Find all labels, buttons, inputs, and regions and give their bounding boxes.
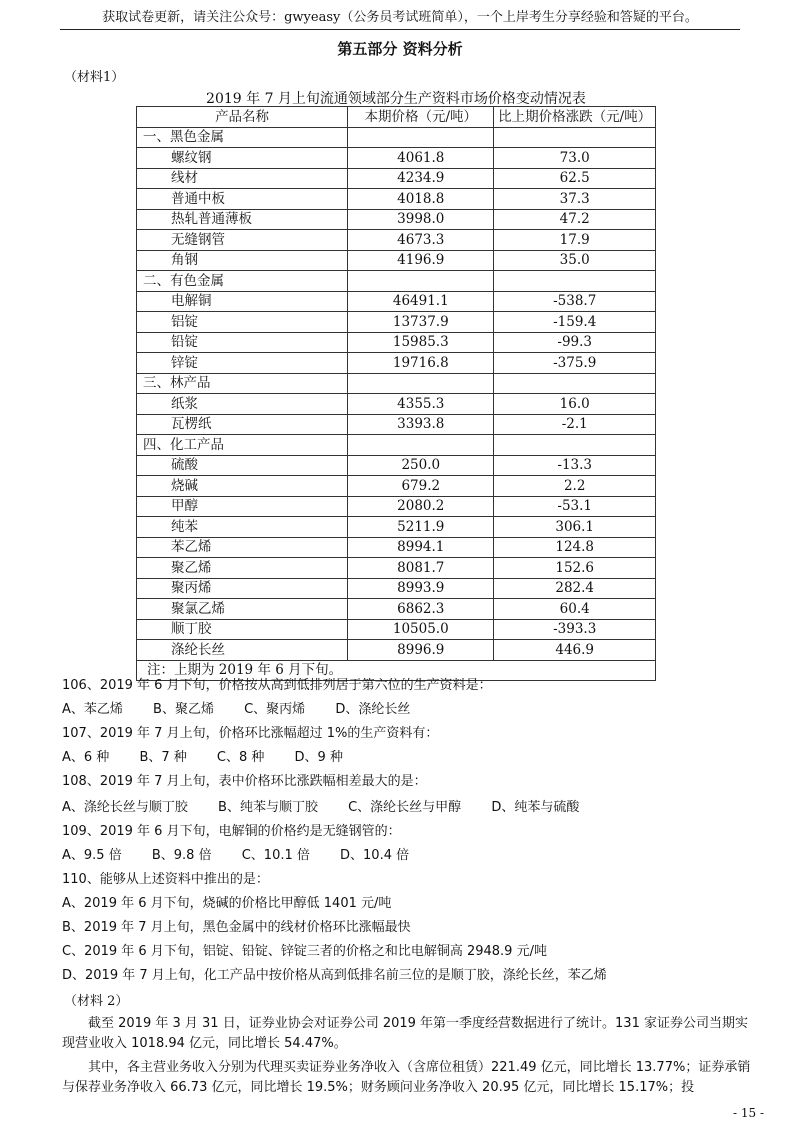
current-price: 679.2 <box>348 476 494 497</box>
header-banner: 获取试卷更新，请关注公众号：gwyeasy（公务员考试班简单），一个上岸考生分享经验和答疑的平台。 <box>60 6 740 30</box>
product-name: 铅锭 <box>137 332 348 353</box>
option[interactable]: A、9.5 倍 <box>62 848 122 863</box>
table-row <box>137 353 656 374</box>
table-row <box>137 537 656 558</box>
table-row <box>137 332 656 353</box>
price-change: 282.4 <box>494 578 656 599</box>
product-name: 苯乙烯 <box>137 537 348 558</box>
current-price: 8081.7 <box>348 558 494 579</box>
current-price: 15985.3 <box>348 332 494 353</box>
table-row <box>137 640 656 661</box>
option[interactable]: B、纯苯与顺丁胶 <box>218 800 318 815</box>
price-change: -393.3 <box>494 619 656 640</box>
section-title: 第五部分 资料分析 <box>337 40 463 58</box>
current-price: 4673.3 <box>348 230 494 251</box>
product-name: 聚氯乙烯 <box>137 599 348 620</box>
price-change: 37.3 <box>494 189 656 210</box>
current-price: 4234.9 <box>348 168 494 189</box>
header-current-price: 本期价格（元/吨） <box>348 107 494 128</box>
price-change: 152.6 <box>494 558 656 579</box>
product-name: 涤纶长丝 <box>137 640 348 661</box>
table-row <box>137 517 656 538</box>
price-change: 446.9 <box>494 640 656 661</box>
product-name: 螺纹钢 <box>137 148 348 169</box>
current-price: 5211.9 <box>348 517 494 538</box>
material-1-label: （材料1） <box>64 70 125 85</box>
option[interactable]: C、8 种 <box>216 750 265 765</box>
table-category-row <box>137 271 656 292</box>
price-change: -2.1 <box>494 414 656 435</box>
question-108-stem: 108、2019 年 7 月上旬，表中价格环比涨跌幅相差最大的是： <box>62 774 427 789</box>
option[interactable]: A、涤纶长丝与顺丁胶 <box>62 800 188 815</box>
material-2-paragraph-1: 截至 2019 年 3 月 31 日，证券业协会对证券公司 2019 年第一季度经营数据进行了统计。131 家证券公司当期实现营业收入 1018.94 亿元，同比增长 54.47%。 <box>62 1016 748 1051</box>
question-110-stem: 110、能够从上述资料中推出的是： <box>62 872 269 887</box>
table-row <box>137 558 656 579</box>
price-change: 35.0 <box>494 250 656 271</box>
table-row <box>137 619 656 640</box>
option[interactable]: B、9.8 倍 <box>151 848 212 863</box>
option[interactable]: D、10.4 倍 <box>340 848 410 863</box>
question-109-options <box>62 844 435 863</box>
table-row <box>137 394 656 415</box>
question-110-option-b[interactable]: B、2019 年 7 月上旬，黑色金属中的线材价格环比涨幅最快 <box>62 920 411 935</box>
current-price: 46491.1 <box>348 291 494 312</box>
option[interactable]: B、聚乙烯 <box>153 702 214 717</box>
table-row <box>137 230 656 251</box>
price-change: 16.0 <box>494 394 656 415</box>
material-2-label: （材料 2） <box>64 994 129 1009</box>
table-header-row <box>137 107 656 128</box>
category-name: 四、化工产品 <box>137 435 348 456</box>
price-change: 2.2 <box>494 476 656 497</box>
product-name: 铝锭 <box>137 312 348 333</box>
product-name: 烧碱 <box>137 476 348 497</box>
question-110-option-d[interactable]: D、2019 年 7 月上旬，化工产品中按价格从高到低排名前三位的是顺丁胶，涤纶长丝，苯乙烯 <box>62 968 607 983</box>
price-change: -375.9 <box>494 353 656 374</box>
current-price: 4061.8 <box>348 148 494 169</box>
question-110-option-c[interactable]: C、2019 年 6 月下旬，铝锭、铅锭、锌锭三者的价格之和比电解铜高 2948.9 元/吨 <box>62 944 547 959</box>
question-108-options <box>62 796 605 815</box>
table-row <box>137 168 656 189</box>
product-name: 线材 <box>137 168 348 189</box>
table-row <box>137 455 656 476</box>
table-row <box>137 291 656 312</box>
current-price: 13737.9 <box>348 312 494 333</box>
table-row <box>137 414 656 435</box>
product-name: 聚丙烯 <box>137 578 348 599</box>
current-price: 4018.8 <box>348 189 494 210</box>
table-row <box>137 189 656 210</box>
option[interactable]: D、纯苯与硫酸 <box>491 800 580 815</box>
product-name: 角钢 <box>137 250 348 271</box>
price-change: -99.3 <box>494 332 656 353</box>
price-change: 306.1 <box>494 517 656 538</box>
current-price: 10505.0 <box>348 619 494 640</box>
current-price <box>348 373 494 394</box>
option[interactable]: C、聚丙烯 <box>244 702 306 717</box>
header-price-change: 比上期价格涨跌（元/吨） <box>494 107 656 128</box>
table-body <box>137 127 656 660</box>
option[interactable]: C、10.1 倍 <box>241 848 310 863</box>
current-price: 6862.3 <box>348 599 494 620</box>
question-107-stem: 107、2019 年 7 月上旬，价格环比涨幅超过 1%的生产资料有： <box>62 726 439 741</box>
question-106-options <box>62 698 436 717</box>
option[interactable]: C、涤纶长丝与甲醇 <box>348 800 462 815</box>
option[interactable]: A、6 种 <box>62 750 110 765</box>
product-name: 纸浆 <box>137 394 348 415</box>
product-name: 瓦楞纸 <box>137 414 348 435</box>
header-product-name: 产品名称 <box>137 107 348 128</box>
product-name: 电解铜 <box>137 291 348 312</box>
product-name: 顺丁胶 <box>137 619 348 640</box>
price-change: 47.2 <box>494 209 656 230</box>
current-price: 4196.9 <box>348 250 494 271</box>
table-row <box>137 476 656 497</box>
category-name: 三、林产品 <box>137 373 348 394</box>
table-category-row <box>137 435 656 456</box>
price-change: 17.9 <box>494 230 656 251</box>
current-price: 19716.8 <box>348 353 494 374</box>
option[interactable]: A、苯乙烯 <box>62 702 123 717</box>
price-change: -53.1 <box>494 496 656 517</box>
price-change: 60.4 <box>494 599 656 620</box>
current-price: 8993.9 <box>348 578 494 599</box>
table-row <box>137 250 656 271</box>
current-price: 3998.0 <box>348 209 494 230</box>
category-name: 二、有色金属 <box>137 271 348 292</box>
question-106-stem: 106、2019 年 6 月下旬，价格按从高到低排列居于第六位的生产资料是： <box>62 678 492 693</box>
price-change: -159.4 <box>494 312 656 333</box>
question-109-stem: 109、2019 年 6 月下旬，电解铜的价格约是无缝钢管的： <box>62 824 401 839</box>
table-title: 2019 年 7 月上旬流通领域部分生产资料市场价格变动情况表 <box>206 91 586 107</box>
current-price: 2080.2 <box>348 496 494 517</box>
table-row <box>137 599 656 620</box>
question-110-option-a[interactable]: A、2019 年 6 月下旬，烧碱的价格比甲醇低 1401 元/吨 <box>62 896 392 911</box>
current-price: 4355.3 <box>348 394 494 415</box>
price-change: 73.0 <box>494 148 656 169</box>
table-row <box>137 148 656 169</box>
product-name: 普通中板 <box>137 189 348 210</box>
product-name: 甲醇 <box>137 496 348 517</box>
current-price <box>348 435 494 456</box>
current-price <box>348 127 494 148</box>
current-price: 3393.8 <box>348 414 494 435</box>
table-row <box>137 209 656 230</box>
table-row <box>137 496 656 517</box>
price-change: -538.7 <box>494 291 656 312</box>
price-change <box>494 435 656 456</box>
price-table <box>136 106 656 681</box>
option[interactable]: D、9 种 <box>294 750 343 765</box>
product-name: 纯苯 <box>137 517 348 538</box>
price-change <box>494 271 656 292</box>
product-name: 聚乙烯 <box>137 558 348 579</box>
current-price: 8996.9 <box>348 640 494 661</box>
table-row <box>137 312 656 333</box>
table-category-row <box>137 373 656 394</box>
price-change <box>494 373 656 394</box>
table-row <box>137 578 656 599</box>
price-change: -13.3 <box>494 455 656 476</box>
product-name: 硫酸 <box>137 455 348 476</box>
current-price: 8994.1 <box>348 537 494 558</box>
product-name: 锌锭 <box>137 353 348 374</box>
product-name: 热轧普通薄板 <box>137 209 348 230</box>
table-note: 注：上期为 2019 年 6 月下旬。 <box>137 660 656 681</box>
option[interactable]: B、7 种 <box>139 750 187 765</box>
option[interactable]: D、涤纶长丝 <box>335 702 411 717</box>
price-change: 62.5 <box>494 168 656 189</box>
question-107-options <box>62 746 369 765</box>
price-change <box>494 127 656 148</box>
category-name: 一、黑色金属 <box>137 127 348 148</box>
current-price: 250.0 <box>348 455 494 476</box>
product-name: 无缝钢管 <box>137 230 348 251</box>
current-price <box>348 271 494 292</box>
table-category-row <box>137 127 656 148</box>
page-number: - 15 - <box>732 1106 764 1120</box>
material-2-paragraph-2: 其中，各主营业务收入分别为代理买卖证券业务净收入（含席位租赁）221.49 亿元，同比增长 13.77%；证券承销与保荐业务净收入 66.73 亿元，同比增长 19.5%；财务顾问业务净收入 20.95 亿元，同比增长 15.17%；投 <box>62 1060 751 1095</box>
price-change: 124.8 <box>494 537 656 558</box>
